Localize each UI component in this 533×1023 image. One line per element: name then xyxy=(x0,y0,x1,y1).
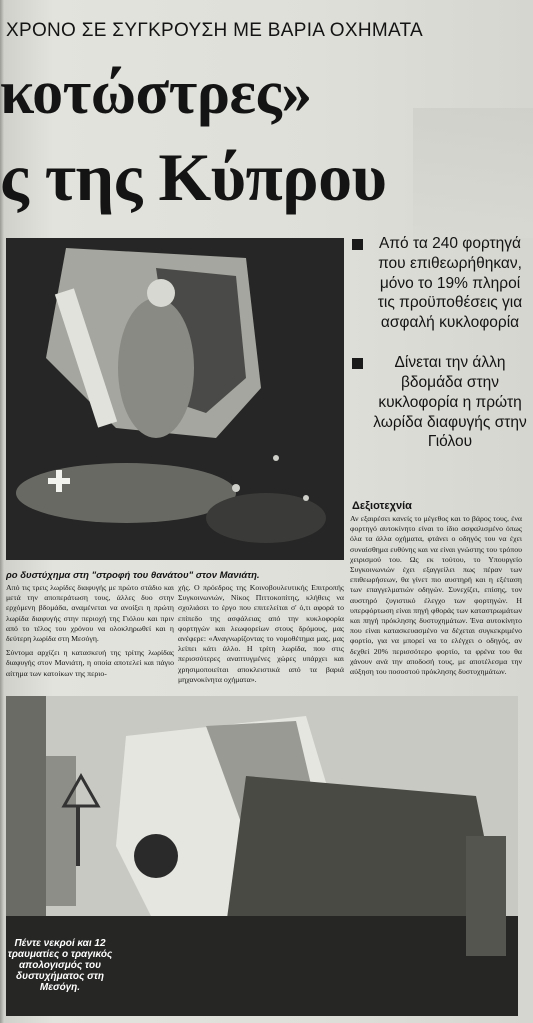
square-bullet-icon xyxy=(352,239,363,250)
headline-line-2: ς της Κύπρου xyxy=(0,139,387,215)
headline-kicker: ΧΡΟΝΟ ΣΕ ΣΥΓΚΡΟΥΣΗ ΜΕ ΒΑΡΙΑ ΟΧΗΜΑΤΑ xyxy=(6,20,424,41)
photo-caption-bottom: Πέντε νεκροί και 12 τραυματίες ο τραγικός απολογισμός του δυστυχήματος στη Μεσόγη. xyxy=(7,938,113,993)
sidebar-paragraph: Αν εξαιρέσει κανείς το μέγεθος και το βάρος τους, ένα φορτηγό αυτοκίνητο είναι το ίδιο ασφαλισμένο όπως όλα τα άλλα οχήματα, φτάνει ο οδηγός του να έχει συναίσθημα ευθύνης και να είναι γνώστης του τρόπου χειρισμού του. Ως εκ τούτου, το Υπουργείο Συγκοινωνιών έχει εξαγγείλει πως πέραν των επιθεωρήσεων, θα γίνετ πιο αυστηρή και η εξέταση των επαγγελματιών οδηγών. Συνεχίζει, επίσης, τον αυστηρό ζυγιστικό έλεγχο των φορτηγών. Η υπερφόρτωση είναι πηγή φθοράς των καταστρωμάτων και πηγή πρόκλησης δυστυχημάτων. Ένα αυτοκίνητο που είναι κατασκευασμένο να δέχεται συγκεκριμένο φορτίο, για να μπορεί να το ελέγχει ο οδηγός, αν δεχθεί 20% περισσότερο φορτίο, τα φρένα του θα χάνουν ανά την αποδοσή τους, με αποτέλεσμα την αύξηση του ποσοστού πρόκλησης δυστυχημάτων. xyxy=(350,514,522,677)
highlight-text: Από τα 240 φορτηγά που επιθεωρήθηκαν, μόνο το 19% πληροί τις προϋποθέσεις για ασφαλή κυκλοφορία xyxy=(377,235,523,332)
article-paragraph: Από τις τρεις λωρίδες διαφυγής με πρώτο στάδιο και μετά την αποπεράτωση τους, άλλες δυο στην ερχόμενη βδομάδα, αναμένεται να ανοίξει η πρώτη λωρίδα διαφυγής στην περιοχή της Γιόλου και πριν από το τέλος του χρόνου να ολοκληρωθεί και η δεύτερη λωρίδα στη Μεσόγη. xyxy=(6,583,174,644)
highlights-list xyxy=(352,234,530,472)
highlight-text: Δίνεται την άλλη βδομάδα στην κυκλοφορία η πρώτη λωρίδα διαφυγής στην Γιόλου xyxy=(373,354,527,451)
bleed-through-area xyxy=(413,108,533,238)
highlight-item xyxy=(352,353,530,452)
highlight-item xyxy=(352,234,530,333)
article-column-left xyxy=(6,583,174,683)
accident-photo-top xyxy=(6,238,344,560)
article-paragraph: χής. Ο πρόεδρος της Κοινοβουλευτικής Επιτροπής Συγκοινωνιών, Νίκος Πιττοκοπίτης, κλήθεις να σχολιάσει το έργο που επιτελείται σ' ό,τι αφορά το επίπεδο της ασφάλειας από την κυκλοφορία φορτηγών και λεωφορείων στους δρόμους, μας ανέφερε: «Αναγνωρίζοντας το νομοθέτημα μας, μας λείπει κάτι άλλο. Η τρίτη λωρίδα, που στις περισσότερες αναπτυγμένες χώρες υπάρχει και χρησιμοποιείται αποκλειστικά από τα βαριά μηχανοκίνητα οχήματα». xyxy=(178,583,344,684)
article-column-middle xyxy=(178,583,344,689)
photo-caption-top: ρο δυστύχημα στη "στροφή του θανάτου" στον Μανιάτη. xyxy=(6,570,260,581)
square-bullet-icon xyxy=(352,358,363,369)
sidebar-body xyxy=(350,514,522,681)
article-paragraph: Σύντομα αρχίζει η κατασκευή της τρίτης λωρίδας διαφυγής στον Μανιάτη, η οποία αποτελεί και πάγιο αίτημα των κατοίκων της περιο- xyxy=(6,648,174,678)
headline-line-1: κοτώστρες» xyxy=(0,59,312,127)
sidebar-title: Δεξιοτεχνία xyxy=(352,500,412,512)
